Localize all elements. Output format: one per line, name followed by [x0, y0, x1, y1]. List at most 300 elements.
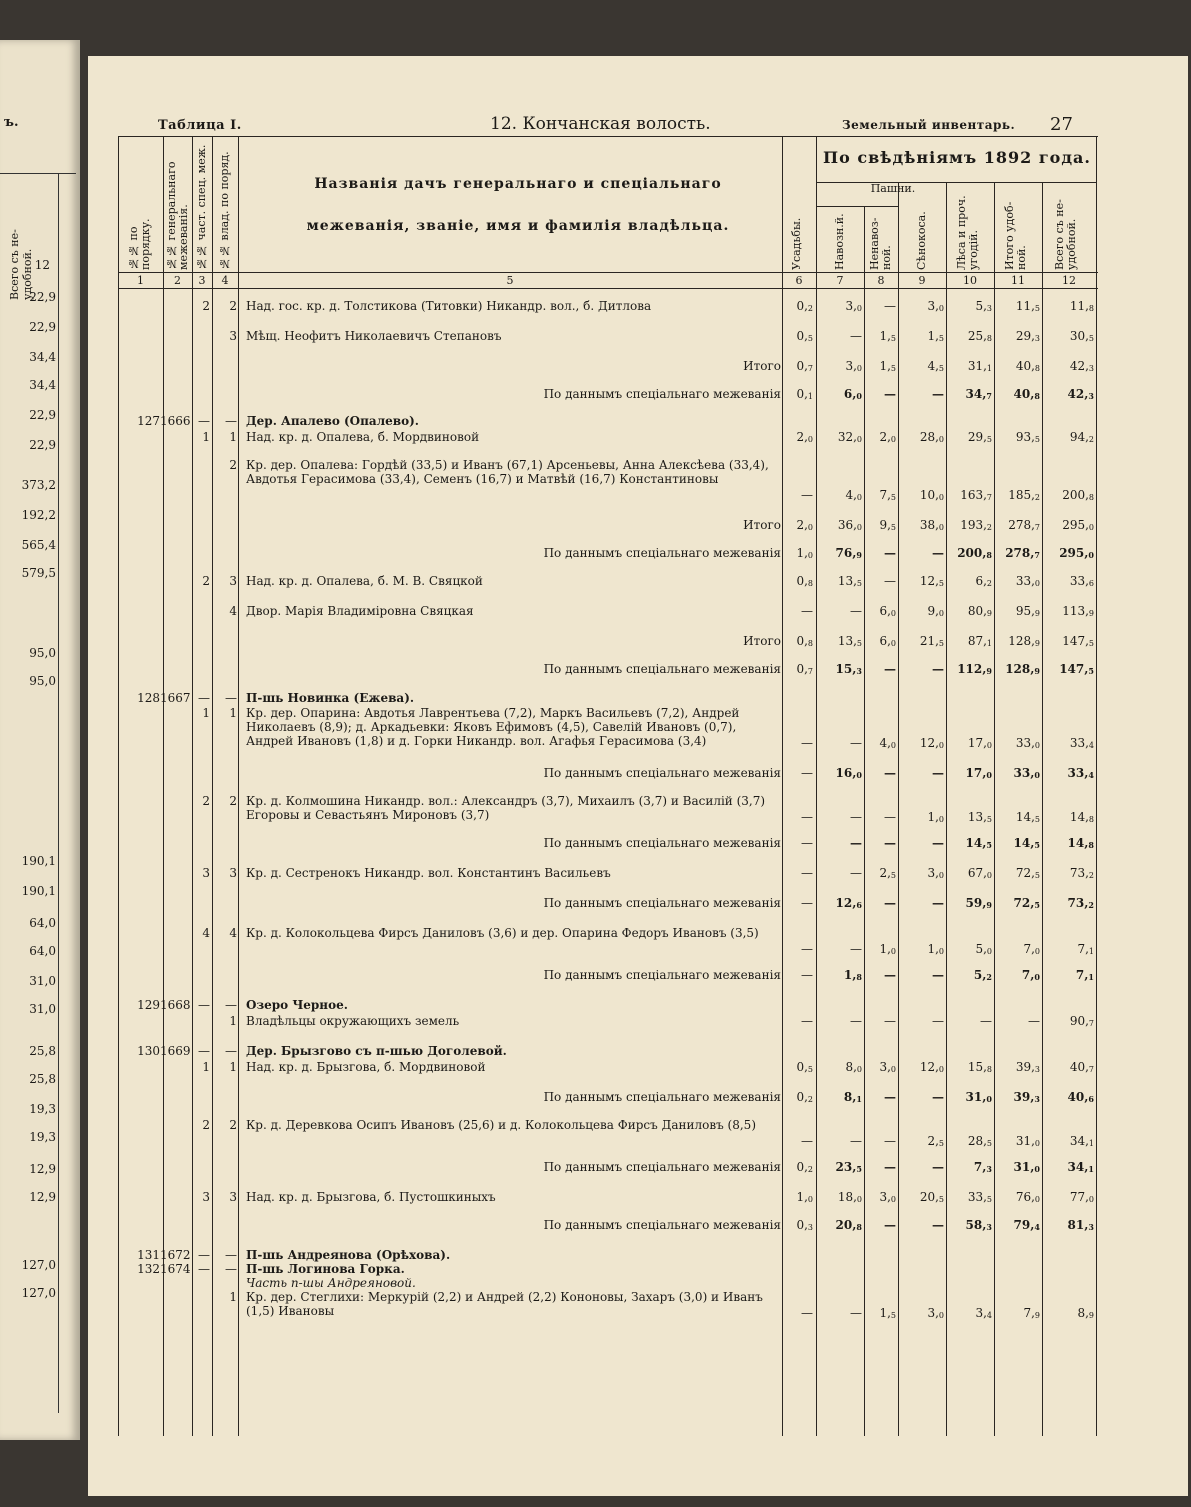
row-value: $0,_2$ — [796, 299, 813, 313]
row-c1: 130 — [137, 1044, 160, 1058]
col-line — [192, 136, 193, 1436]
row-value: $6,_2$ — [975, 574, 992, 588]
section-title: Земельный инвентарь. — [842, 118, 1016, 132]
previous-page-value: 31,0 — [29, 1002, 56, 1016]
row-c2: 1667 — [160, 691, 191, 705]
row-value: $0,_3$ — [796, 1218, 813, 1232]
row-c2: 1674 — [160, 1262, 191, 1276]
row-c3: 1 — [202, 430, 210, 444]
previous-page-value: 31,0 — [29, 974, 56, 988]
row-value: — — [850, 1306, 862, 1320]
row-value: $2,_5$ — [879, 866, 896, 880]
row-value: $163,_7$ — [960, 488, 992, 502]
column-number: 4 — [221, 274, 229, 287]
row-value: $20,_5$ — [919, 1190, 944, 1204]
land-inventory-table — [118, 136, 1098, 1436]
row-name: П-шь Логинова Горка. — [246, 1262, 405, 1276]
row-value: $7,_5$ — [879, 488, 896, 502]
row-value: $5,_0$ — [975, 942, 992, 956]
row-value: $40,_7$ — [1069, 1060, 1094, 1074]
column-number: 10 — [963, 274, 977, 287]
row-value: $1,_5$ — [879, 1306, 896, 1320]
row-value: — — [884, 1090, 896, 1104]
row-value: $5,_2$ — [973, 968, 992, 982]
row-c1: 128 — [137, 691, 160, 705]
row-name: Дер. Апалево (Опалево). — [246, 414, 419, 428]
row-value: — — [884, 968, 896, 982]
name-col-header-2: межеванія, званіе, имя и фамилія владѣльца. — [306, 218, 730, 234]
row-value: $7,_0$ — [1023, 942, 1040, 956]
row-value: $39,_3$ — [1013, 1090, 1040, 1104]
row-c3: 4 — [202, 926, 210, 940]
row-value: $8,_9$ — [1077, 1306, 1094, 1320]
row-name: П-шь Новинка (Ежева). — [246, 691, 415, 705]
row-name: Над. кр. д. Опалева, б. Мордвиновой — [246, 430, 480, 444]
column-number: 12 — [1062, 274, 1076, 287]
row-value: $9,_5$ — [879, 518, 896, 532]
col-header-senokos: Сѣнокоса. — [915, 211, 928, 270]
row-value: — — [932, 896, 944, 910]
row-value: $3,_0$ — [879, 1190, 896, 1204]
row-value: $95,_9$ — [1015, 604, 1040, 618]
row-c3: 2 — [202, 299, 210, 313]
row-value: $147,_5$ — [1059, 662, 1094, 676]
row-value: $34,_1$ — [1067, 1160, 1094, 1174]
colnum-rule — [118, 288, 1098, 289]
row-value: $20,_8$ — [835, 1218, 862, 1232]
row-name: По даннымъ спеціальнаго межеванія — [543, 836, 781, 850]
row-value: $1,_0$ — [796, 546, 813, 560]
row-value: $12,_0$ — [919, 736, 944, 750]
header-rule — [118, 272, 1098, 273]
row-c3: 1 — [202, 1060, 210, 1074]
row-value: $77,_0$ — [1069, 1190, 1094, 1204]
row-value: — — [801, 1134, 813, 1148]
row-c4: 1 — [229, 706, 237, 720]
row-value: — — [884, 574, 896, 588]
column-number: 9 — [918, 274, 926, 287]
row-c4: 3 — [229, 1190, 237, 1204]
column-number: 2 — [174, 274, 181, 287]
col-header-spec: №№ част. спец. меж. — [195, 144, 208, 270]
row-c2: 1669 — [160, 1044, 191, 1058]
row-name: Часть п-шы Андреяновой. — [246, 1276, 416, 1290]
row-value: $13,_5$ — [967, 810, 992, 824]
row-value: $76,_0$ — [1015, 1190, 1040, 1204]
row-value: $34,_7$ — [965, 387, 992, 401]
row-value: $1,_5$ — [927, 329, 944, 343]
row-value: $14,_8$ — [1069, 810, 1094, 824]
row-value: $4,_0$ — [879, 736, 896, 750]
row-value: $128,_9$ — [1008, 634, 1040, 648]
col-header-lesa: Лѣса и проч. угодій. — [955, 195, 980, 270]
row-value: — — [932, 387, 944, 401]
row-value: $7,_1$ — [1075, 968, 1094, 982]
row-value: $94,_2$ — [1069, 430, 1094, 444]
row-value: — — [884, 662, 896, 676]
row-value: $14,_5$ — [1015, 810, 1040, 824]
row-value: $0,_8$ — [796, 574, 813, 588]
row-value: — — [932, 662, 944, 676]
row-value: $72,_5$ — [1015, 866, 1040, 880]
row-name: Итого — [743, 359, 781, 373]
col-header-vsego: Всего съ не-удобной. — [1053, 199, 1078, 270]
row-value: — — [801, 604, 813, 618]
previous-page-header: ъ. — [4, 115, 19, 130]
row-name: По даннымъ спеціальнаго межеванія — [543, 968, 781, 982]
row-value: $59,_9$ — [965, 896, 992, 910]
row-value: $93,_5$ — [1015, 430, 1040, 444]
row-value: $18,_0$ — [837, 1190, 862, 1204]
previous-page-edge — [0, 40, 80, 1440]
row-value: — — [801, 488, 813, 502]
row-value: $42,_3$ — [1067, 387, 1094, 401]
row-value: $4,_5$ — [927, 359, 944, 373]
row-value: $1,_5$ — [879, 329, 896, 343]
row-value: $8,_0$ — [845, 1060, 862, 1074]
row-c3: 2 — [202, 574, 210, 588]
row-value: $87,_1$ — [967, 634, 992, 648]
row-value: $38,_0$ — [919, 518, 944, 532]
row-value: — — [932, 546, 944, 560]
row-value: $113,_9$ — [1062, 604, 1094, 618]
row-value: $8,_1$ — [843, 1090, 862, 1104]
row-value: $33,_4$ — [1069, 736, 1094, 750]
table-label: Таблица I. — [158, 118, 242, 133]
row-name: Над. гос. кр. д. Толстикова (Титовки) Никандр. вол., б. Дитлова — [246, 299, 652, 313]
row-value: $0,_1$ — [796, 387, 813, 401]
row-value: $14,_8$ — [1067, 836, 1094, 850]
previous-page-value: 192,2 — [21, 508, 56, 522]
row-value: $12,_0$ — [919, 1060, 944, 1074]
row-value: $185,_2$ — [1008, 488, 1040, 502]
previous-page-value: 127,0 — [21, 1286, 56, 1300]
col-line — [238, 136, 239, 1436]
column-number: 11 — [1011, 274, 1025, 287]
row-value: $80,_9$ — [967, 604, 992, 618]
row-value: $42,_3$ — [1069, 359, 1094, 373]
row-c4: — — [225, 1262, 237, 1276]
previous-page-col-number: 12 — [34, 258, 50, 272]
previous-page-value: 25,8 — [29, 1072, 56, 1086]
row-value: $147,_5$ — [1062, 634, 1094, 648]
row-value: $0,_7$ — [796, 662, 813, 676]
row-value: $33,_0$ — [1015, 574, 1040, 588]
column-number: 3 — [198, 274, 206, 287]
row-value: $76,_9$ — [835, 546, 862, 560]
row-value: $14,_5$ — [965, 836, 992, 850]
row-value: — — [801, 810, 813, 824]
row-value: — — [801, 942, 813, 956]
row-c3: 2 — [202, 1118, 210, 1132]
previous-page-value: 579,5 — [21, 566, 56, 580]
previous-page-value: 22,9 — [29, 320, 56, 334]
previous-page-value: 12,9 — [29, 1162, 56, 1176]
row-value: $28,_5$ — [967, 1134, 992, 1148]
col-header-itogo: Итого удоб-ной. — [1003, 201, 1028, 270]
row-value: $7,_1$ — [1077, 942, 1094, 956]
row-value: $2,_0$ — [879, 430, 896, 444]
row-value: $7,_0$ — [1021, 968, 1040, 982]
previous-page-value: 95,0 — [29, 674, 56, 688]
col-header-no: №№ по порядку. — [127, 218, 152, 270]
row-value: $36,_0$ — [837, 518, 862, 532]
row-name: Кр. дер. Опалева: Гордѣй (33,5) и Иванъ (67,1) Арсеньевы, Анна Алексѣева (33,4), Авдотья Герасимова (33,4), Семенъ (16,7) и Матвѣй (16,7) Константиновы — [246, 458, 769, 486]
row-value: — — [801, 968, 813, 982]
col-line — [118, 136, 119, 1436]
row-value: $28,_0$ — [919, 430, 944, 444]
row-value: $295,_0$ — [1062, 518, 1094, 532]
row-value: — — [884, 299, 896, 313]
page-number: 27 — [1050, 114, 1073, 135]
row-value: $10,_0$ — [919, 488, 944, 502]
col-header-owner: №№ влад. по поряд. — [218, 151, 231, 270]
row-c3: — — [198, 414, 210, 428]
previous-page-value: 19,3 — [29, 1130, 56, 1144]
row-c4: 2 — [229, 458, 237, 472]
row-value: $0,_5$ — [796, 1060, 813, 1074]
row-value: $33,_0$ — [1013, 766, 1040, 780]
row-c3: — — [198, 998, 210, 1012]
previous-page-value: 64,0 — [29, 916, 56, 930]
row-value: $1,_0$ — [927, 810, 944, 824]
column-number: 7 — [836, 274, 844, 287]
row-name: Над. кр. д. Брызгова, б. Мордвиновой — [246, 1060, 486, 1074]
row-name: Кр. дер. Стеглихи: Меркурій (2,2) и Андрей (2,2) Кононовы, Захаръ (3,0) и Иванъ (1,5) Ивановы — [246, 1290, 763, 1318]
row-value: $0,_5$ — [796, 329, 813, 343]
row-c4: 4 — [229, 604, 237, 618]
row-value: — — [884, 766, 896, 780]
row-value: $13,_5$ — [837, 634, 862, 648]
row-value: $25,_8$ — [967, 329, 992, 343]
row-c4: — — [225, 1248, 237, 1262]
row-value: — — [932, 968, 944, 982]
previous-page-value: 190,1 — [21, 884, 56, 898]
previous-page-value: 565,4 — [21, 538, 56, 552]
row-c3: — — [198, 691, 210, 705]
col-header-gen: №№ генеральнаго межеванія. — [165, 161, 190, 270]
row-value: $30,_5$ — [1069, 329, 1094, 343]
row-value: $13,_5$ — [837, 574, 862, 588]
row-value: $14,_5$ — [1013, 836, 1040, 850]
row-value: $4,_0$ — [845, 488, 862, 502]
row-c4: — — [225, 414, 237, 428]
row-value: — — [801, 1306, 813, 1320]
pashni-rule — [816, 206, 898, 207]
row-c3: 3 — [202, 1190, 210, 1204]
row-c4: 4 — [229, 926, 237, 940]
row-value: — — [884, 836, 896, 850]
row-value: $11,_5$ — [1015, 299, 1040, 313]
row-value: $39,_3$ — [1015, 1060, 1040, 1074]
column-number: 8 — [877, 274, 885, 287]
row-value: — — [932, 1090, 944, 1104]
row-value: $3,_0$ — [845, 359, 862, 373]
row-value: — — [884, 1134, 896, 1148]
row-c4: — — [225, 998, 237, 1012]
row-c1: 127 — [137, 414, 160, 428]
row-value: — — [801, 866, 813, 880]
row-value: $0,_2$ — [796, 1090, 813, 1104]
col-header-usadby: Усадьбы. — [790, 217, 803, 270]
row-value: $3,_0$ — [927, 1306, 944, 1320]
row-value: $31,_0$ — [1013, 1160, 1040, 1174]
col-header-navoz: Навозн.й. — [833, 213, 846, 270]
row-value: — — [884, 387, 896, 401]
col-header-nenavoz: Ненавоз-ной. — [868, 217, 893, 270]
column-number: 6 — [795, 274, 803, 287]
row-value: $1,_5$ — [879, 359, 896, 373]
row-value: — — [850, 329, 862, 343]
row-value: $81,_3$ — [1067, 1218, 1094, 1232]
row-c4: 2 — [229, 794, 237, 808]
row-value: $11,_8$ — [1069, 299, 1094, 313]
row-name: Над. кр. д. Опалева, б. М. В. Свяцкой — [246, 574, 483, 588]
row-value: — — [932, 836, 944, 850]
row-name: По даннымъ спеціальнаго межеванія — [543, 546, 781, 560]
row-value: $2,_5$ — [927, 1134, 944, 1148]
row-name: Итого — [743, 518, 781, 532]
row-name: Итого — [743, 634, 781, 648]
row-value: $31,_0$ — [965, 1090, 992, 1104]
row-name: П-шь Андреянова (Орѣхова). — [246, 1248, 451, 1262]
row-value: $6,_0$ — [879, 634, 896, 648]
row-value: $3,_0$ — [927, 299, 944, 313]
row-value: $58,_3$ — [965, 1218, 992, 1232]
row-value: $1,_0$ — [927, 942, 944, 956]
row-value: — — [850, 604, 862, 618]
previous-page-value: 25,8 — [29, 1044, 56, 1058]
row-name: Кр. д. Колмошина Никандр. вол.: Александръ (3,7), Михаилъ (3,7) и Василій (3,7) Егоровы и Севастьянъ Мироновъ (3,7) — [246, 794, 766, 822]
table-top-rule — [118, 136, 1098, 137]
previous-page-column-header: Всего съ не-удобной. — [8, 229, 34, 300]
previous-page-value: 12,9 — [29, 1190, 56, 1204]
row-value: $200,_8$ — [957, 546, 992, 560]
row-value: — — [850, 1134, 862, 1148]
row-value: $31,_1$ — [967, 359, 992, 373]
row-value: — — [884, 1160, 896, 1174]
row-value: $278,_7$ — [1008, 518, 1040, 532]
row-value: $33,_4$ — [1067, 766, 1094, 780]
name-col-header-1: Названія дачъ генеральнаго и спеціальнаго — [314, 176, 722, 192]
row-c2: 1672 — [160, 1248, 191, 1262]
row-c3: — — [198, 1044, 210, 1058]
row-value: — — [850, 1014, 862, 1028]
row-value: — — [980, 1014, 992, 1028]
previous-page-value: 19,3 — [29, 1102, 56, 1116]
previous-page-value: 95,0 — [29, 646, 56, 660]
row-value: $33,_0$ — [1015, 736, 1040, 750]
row-name: По даннымъ спеціальнаго межеванія — [543, 1160, 781, 1174]
row-value: $29,_5$ — [967, 430, 992, 444]
row-value: $21,_5$ — [919, 634, 944, 648]
previous-page-value: 373,2 — [21, 478, 56, 492]
row-value: $200,_8$ — [1062, 488, 1094, 502]
previous-page-value: 64,0 — [29, 944, 56, 958]
row-value: $295,_0$ — [1059, 546, 1094, 560]
row-c3: — — [198, 1262, 210, 1276]
document-page — [88, 56, 1188, 1496]
row-c4: — — [225, 1044, 237, 1058]
row-value: $3,_0$ — [879, 1060, 896, 1074]
row-c4: 1 — [229, 430, 237, 444]
col-line — [1096, 136, 1097, 1436]
row-value: — — [801, 836, 813, 850]
row-name: Кр. д. Колокольцева Фирсъ Даниловъ (3,6) и дер. Опарина Федоръ Ивановъ (3,5) — [246, 926, 759, 940]
row-name: Двор. Марія Владиміровна Свяцкая — [246, 604, 474, 618]
row-value: $0,_7$ — [796, 359, 813, 373]
row-c3: — — [198, 1248, 210, 1262]
pashni-header: Пашни. — [870, 182, 916, 195]
row-value: $112,_9$ — [957, 662, 992, 676]
row-c4: 1 — [229, 1290, 237, 1304]
row-name: По даннымъ спеціальнаго межеванія — [543, 1218, 781, 1232]
previous-page-value: 127,0 — [21, 1258, 56, 1272]
row-value: $29,_3$ — [1015, 329, 1040, 343]
row-value: — — [932, 766, 944, 780]
row-value: $79,_4$ — [1013, 1218, 1040, 1232]
row-value: $16,_0$ — [835, 766, 862, 780]
row-c4: 1 — [229, 1014, 237, 1028]
row-value: — — [801, 736, 813, 750]
previous-page-value: 22,9 — [29, 408, 56, 422]
row-value: $6,_0$ — [879, 604, 896, 618]
row-value: $12,_5$ — [919, 574, 944, 588]
row-name: Кр. д. Деревкова Осипъ Ивановъ (25,6) и д. Колокольцева Фирсъ Даниловъ (8,5) — [246, 1118, 756, 1132]
row-value: $0,_8$ — [796, 634, 813, 648]
page-header — [88, 114, 1188, 138]
row-value: — — [1028, 1014, 1040, 1028]
row-value: $33,_5$ — [967, 1190, 992, 1204]
row-value: — — [801, 896, 813, 910]
row-value: $7,_9$ — [1023, 1306, 1040, 1320]
row-value: $6,_0$ — [843, 387, 862, 401]
year-header: По свѣдѣніямъ 1892 года. — [823, 148, 1091, 167]
row-name: По даннымъ спеціальнаго межеванія — [543, 896, 781, 910]
row-value: $67,_0$ — [967, 866, 992, 880]
row-value: $17,_0$ — [965, 766, 992, 780]
row-value: — — [850, 942, 862, 956]
row-value: — — [932, 1218, 944, 1232]
row-value: $72,_5$ — [1013, 896, 1040, 910]
previous-page-value: 22,9 — [29, 290, 56, 304]
row-value: $31,_0$ — [1015, 1134, 1040, 1148]
row-value: $23,_5$ — [835, 1160, 862, 1174]
row-value: $3,_0$ — [927, 866, 944, 880]
row-value: — — [850, 810, 862, 824]
row-value: $7,_3$ — [973, 1160, 992, 1174]
row-name: Мѣщ. Неофитъ Николаевичъ Степановъ — [246, 329, 502, 343]
row-value: $15,_3$ — [835, 662, 862, 676]
row-value: $2,_0$ — [796, 518, 813, 532]
col-line — [163, 136, 164, 1436]
row-value: $40,_6$ — [1067, 1090, 1094, 1104]
row-value: $5,_3$ — [975, 299, 992, 313]
row-value: $1,_0$ — [796, 1190, 813, 1204]
row-c4: 2 — [229, 1118, 237, 1132]
row-value: — — [884, 1014, 896, 1028]
row-value: $2,_0$ — [796, 430, 813, 444]
row-name: По даннымъ спеціальнаго межеванія — [543, 766, 781, 780]
previous-page-value: 34,4 — [29, 378, 56, 392]
row-value: $9,_0$ — [927, 604, 944, 618]
row-value: $3,_4$ — [975, 1306, 992, 1320]
row-value: — — [884, 1218, 896, 1232]
row-c4: 3 — [229, 866, 237, 880]
row-c3: 3 — [202, 866, 210, 880]
column-number: 5 — [506, 274, 514, 287]
row-value: $40,_8$ — [1013, 387, 1040, 401]
